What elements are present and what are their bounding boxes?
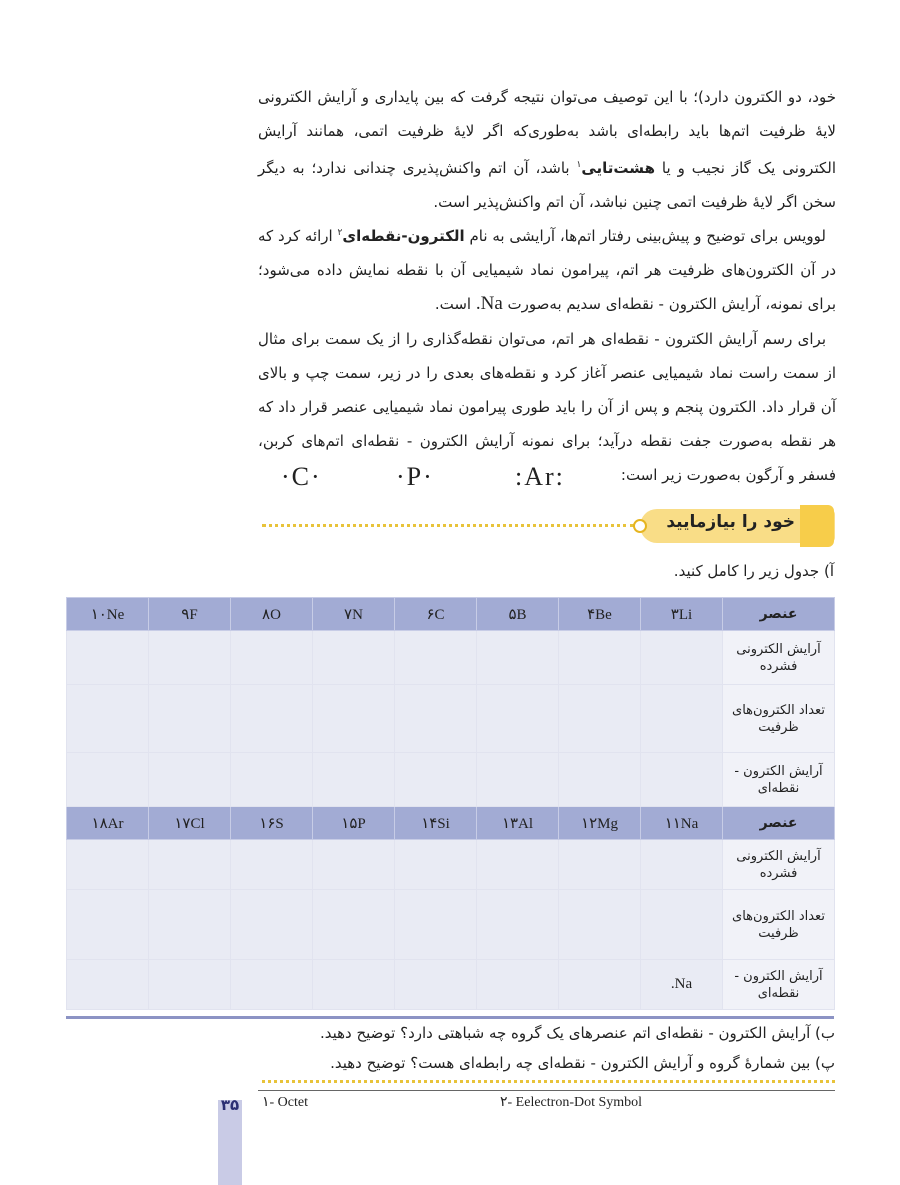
element-si: ۱۴Si	[395, 807, 477, 840]
element-n: ۷N	[313, 598, 395, 631]
element-o: ۸O	[231, 598, 313, 631]
bullet-icon	[633, 519, 647, 533]
answer-cell[interactable]	[395, 753, 477, 807]
activity-title: خود را بیازمایید	[666, 512, 795, 532]
answer-cell[interactable]	[231, 840, 313, 890]
answer-cell[interactable]	[477, 840, 559, 890]
dotted-divider-bottom	[262, 1080, 835, 1083]
answer-cell[interactable]	[149, 960, 231, 1010]
table-row	[67, 890, 835, 960]
element-na: ۱۱Na	[641, 807, 723, 840]
header-label: عنصر	[723, 807, 835, 840]
element-ar: ۱۸Ar	[67, 807, 149, 840]
paragraph-1: خود، دو الکترون دارد)؛ با این توصیف می‌توان نتیجه گرفت که بین پایداری و آرایش الکترونی لایهٔ ظرفیت اتم‌ها باید رابطه‌ای باشد به‌طوری‌که اگر لایهٔ ظرفیت اتمی، همانند آرایش الکترونی یک گاز نجیب و یا هشت‌تایی$^۱$ باشد، آن اتم واکنش‌پذیری چندانی ندارد؛ به دیگر سخن اگر لایهٔ ظرفیت اتمی چنین نباشد، آن اتم واکنش‌پذیر است.	[258, 88, 836, 211]
answer-cell[interactable]	[313, 685, 395, 753]
paragraph-3: برای رسم آرایش الکترون - نقطه‌ای هر اتم، می‌توان نقطه‌گذاری را از یک سمت برای مثال از سمت راست نماد شیمیایی عنصر آغاز کرد و نقطه‌های بعدی را در زیر، سمت چپ و بالای آن قرار داد. الکترون پنجم و پس از آن را باید طوری پیرامون نماد شیمیایی عنصر قرار داد که هر نقطه به‌صورت جفت نقطه درآید؛ برای نمونه آرایش الکترون - نقطه‌ای اتم‌های کربن، فسفر و آرگون به‌صورت زیر است:	[258, 330, 836, 484]
answer-cell[interactable]	[641, 753, 723, 807]
na-dot-cell[interactable]: Na.	[641, 960, 723, 1010]
element-cl: ۱۷Cl	[149, 807, 231, 840]
answer-cell[interactable]	[477, 685, 559, 753]
answer-cell[interactable]	[559, 631, 641, 685]
header-label: عنصر	[723, 598, 835, 631]
answer-cell[interactable]	[313, 890, 395, 960]
answer-cell[interactable]	[641, 840, 723, 890]
answer-cell[interactable]	[67, 631, 149, 685]
answer-cell[interactable]	[67, 753, 149, 807]
element-f: ۹F	[149, 598, 231, 631]
answer-cell[interactable]	[313, 631, 395, 685]
answer-cell[interactable]	[559, 840, 641, 890]
element-b: ۵B	[477, 598, 559, 631]
term-octet: هشت‌تایی	[581, 159, 655, 177]
footnote-rule	[258, 1090, 835, 1091]
footnote-2: ۲- Eelectron-Dot Symbol	[500, 1095, 643, 1110]
table-header-row	[67, 598, 835, 631]
question-p: پ) بین شمارهٔ گروه و آرایش الکترون - نقطه‌ای چه رابطه‌ای هست؟ توضیح دهید.	[330, 1054, 835, 1072]
answer-cell[interactable]	[67, 890, 149, 960]
answer-cell[interactable]	[313, 840, 395, 890]
answer-cell[interactable]	[477, 753, 559, 807]
na-example: Na.	[475, 293, 503, 314]
answer-cell[interactable]	[559, 890, 641, 960]
answer-cell[interactable]	[231, 960, 313, 1010]
table-row	[67, 631, 835, 685]
answer-cell[interactable]	[231, 631, 313, 685]
answer-cell[interactable]	[231, 685, 313, 753]
answer-cell[interactable]	[149, 631, 231, 685]
element-ne: ۱۰Ne	[67, 598, 149, 631]
element-mg: ۱۲Mg	[559, 807, 641, 840]
row-label: تعداد الکترون‌های ظرفیت	[723, 890, 835, 960]
row-label: تعداد الکترون‌های ظرفیت	[723, 685, 835, 753]
table-row	[67, 840, 835, 890]
dotted-divider	[262, 524, 634, 527]
table-header-row	[67, 807, 835, 840]
answer-cell[interactable]	[149, 840, 231, 890]
footnote-1: ۱- Octet	[262, 1095, 308, 1110]
table-bottom-rule	[66, 1016, 834, 1019]
element-be: ۴Be	[559, 598, 641, 631]
term-electron-dot: الکترون-نقطه‌ای	[342, 227, 465, 245]
answer-cell[interactable]	[67, 685, 149, 753]
element-s: ۱۶S	[231, 807, 313, 840]
dot-structure-carbon: ·C·	[281, 462, 322, 491]
question-b: ب) آرایش الکترون - نقطه‌ای اتم عنصرهای یک گروه چه شباهتی دارد؟ توضیح دهید.	[319, 1024, 835, 1042]
answer-cell[interactable]	[641, 685, 723, 753]
answer-cell[interactable]	[559, 960, 641, 1010]
row-label: آرایش الکترونی فشرده	[723, 631, 835, 685]
answer-cell[interactable]	[395, 840, 477, 890]
answer-cell[interactable]	[67, 960, 149, 1010]
element-table	[66, 597, 835, 1010]
table-row	[67, 753, 835, 807]
answer-cell[interactable]	[477, 960, 559, 1010]
answer-cell[interactable]	[477, 890, 559, 960]
answer-cell[interactable]	[395, 631, 477, 685]
table-row	[67, 685, 835, 753]
element-li: ۳Li	[641, 598, 723, 631]
dot-structure-argon: :Ar:	[515, 462, 565, 491]
answer-cell[interactable]	[313, 960, 395, 1010]
answer-cell[interactable]	[231, 890, 313, 960]
page-number: ۳۵	[220, 1096, 240, 1114]
answer-cell[interactable]	[149, 753, 231, 807]
activity-banner-tab	[800, 505, 834, 547]
paragraph-2: لوویس برای توضیح و پیش‌بینی رفتار اتم‌ها، آرایشی به نام الکترون-نقطه‌ای$^۲$ ارائه کرد که در آن الکترون‌های ظرفیت هر اتم، پیرامون نماد شیمیایی آن با نقطه نمایش داده می‌شود؛ برای نمونه، آرایش الکترون - نقطه‌ای سدیم به‌صورت Na. است.	[258, 227, 836, 314]
answer-cell[interactable]	[559, 685, 641, 753]
answer-cell[interactable]	[67, 840, 149, 890]
answer-cell[interactable]	[641, 890, 723, 960]
answer-cell[interactable]	[559, 753, 641, 807]
element-c: ۶C	[395, 598, 477, 631]
answer-cell[interactable]	[313, 753, 395, 807]
row-label: آرایش الکترونی فشرده	[723, 840, 835, 890]
answer-cell[interactable]	[641, 631, 723, 685]
answer-cell[interactable]	[149, 890, 231, 960]
dot-structure-phosphorus: ·P·	[396, 462, 434, 491]
element-al: ۱۳Al	[477, 807, 559, 840]
answer-cell[interactable]	[149, 685, 231, 753]
row-label: آرایش الکترون - نقطه‌ای	[723, 753, 835, 807]
answer-cell[interactable]	[395, 685, 477, 753]
answer-cell[interactable]	[395, 890, 477, 960]
table-row	[67, 960, 835, 1010]
instruction-a: آ) جدول زیر را کامل کنید.	[673, 562, 834, 580]
answer-cell[interactable]	[395, 960, 477, 1010]
element-p: ۱۵P	[313, 807, 395, 840]
row-label: آرایش الکترون - نقطه‌ای	[723, 960, 835, 1010]
answer-cell[interactable]	[477, 631, 559, 685]
answer-cell[interactable]	[231, 753, 313, 807]
